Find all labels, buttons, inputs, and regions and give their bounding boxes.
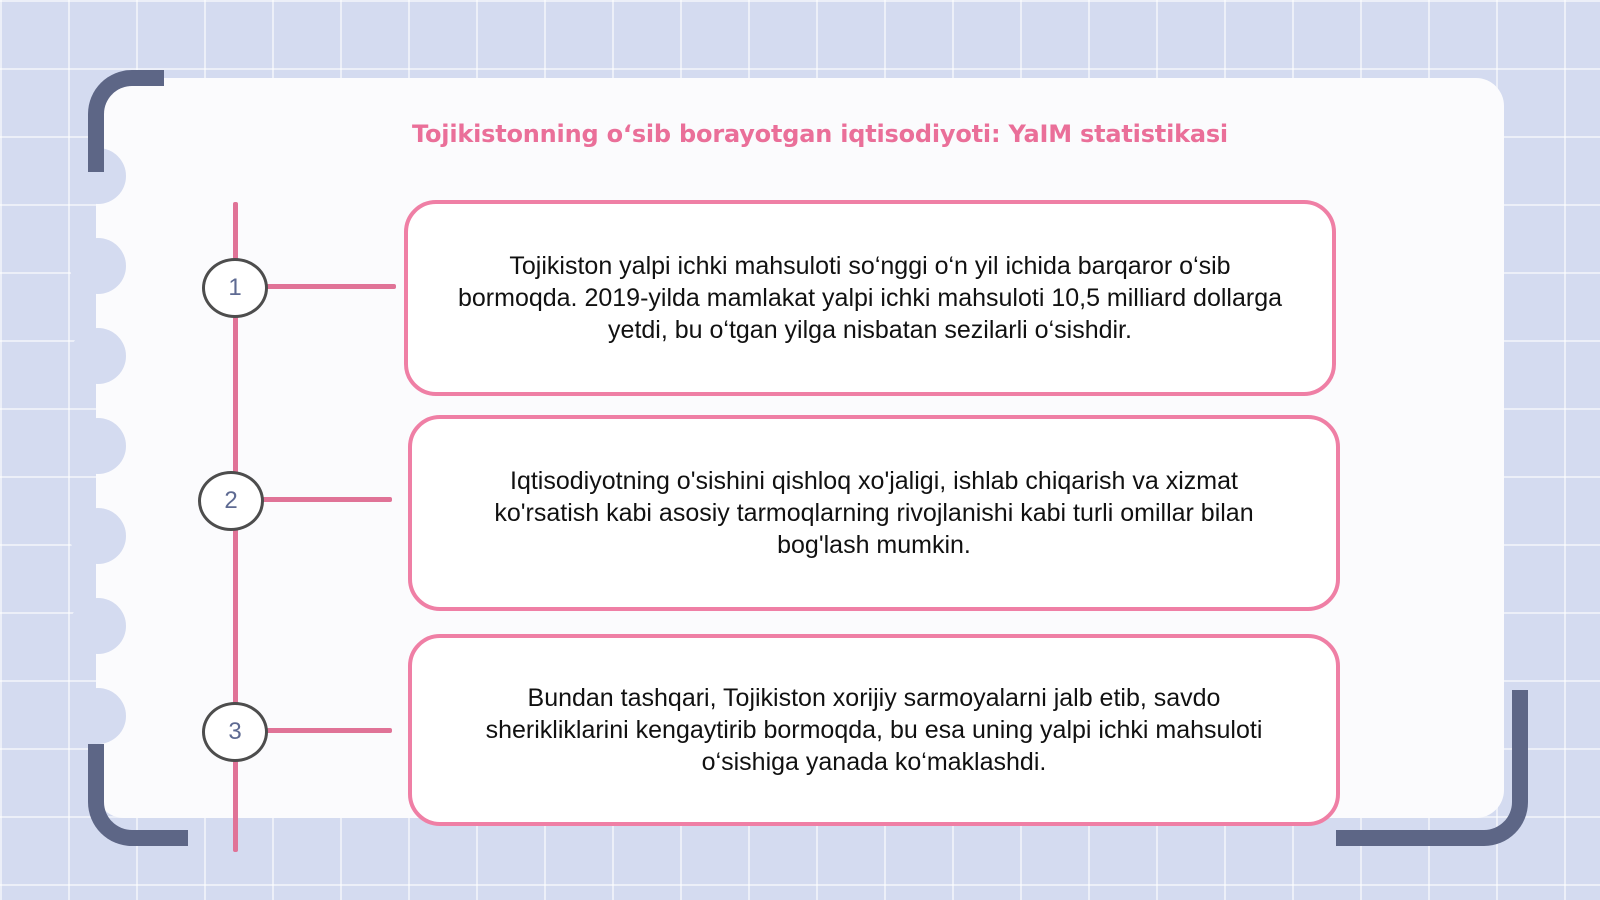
sheet-notch (70, 328, 126, 384)
sheet-notch (70, 598, 126, 654)
sheet-notch (70, 238, 126, 294)
corner-bracket-bottom-right (1336, 690, 1528, 846)
step-connector (266, 284, 396, 289)
step-number-badge: 1 (202, 258, 268, 318)
step-connector (262, 497, 392, 502)
step-card-text: Bundan tashqari, Tojikiston xorijiy sarmoyalarni jalb etib, savdo sherikliklarini kengaytirib bormoqda, bu esa uning yalpi ichki mahsuloti o‘sishiga yanada ko‘maklashdi. (485, 684, 1263, 776)
sheet-notch (70, 418, 126, 474)
slide-title: Tojikistonning o‘sib borayotgan iqtisodiyoti: YaIM statistikasi (412, 120, 1228, 148)
step-card-text: Iqtisodiyotning o'sishini qishloq xo'jaligi, ishlab chiqarish va xizmat ko'rsatish kabi asosiy tarmoqlarning rivojlanishi kabi turli omillar bilan bog'lash mumkin. (494, 467, 1254, 559)
step-card (404, 200, 1336, 396)
step-card (408, 634, 1340, 826)
step-card (408, 415, 1340, 611)
sheet-notch (70, 688, 126, 744)
step-number-badge: 2 (198, 471, 264, 531)
sheet-notch (70, 508, 126, 564)
corner-bracket-bottom-left (88, 744, 188, 846)
step-connector (266, 728, 392, 733)
step-number-badge: 3 (202, 702, 268, 762)
corner-bracket-top-left (88, 70, 164, 172)
step-card-text: Tojikiston yalpi ichki mahsuloti so‘nggi o‘n yil ichida barqaror o‘sib bormoqda. 2019-yilda mamlakat yalpi ichki mahsuloti 10,5 milliard dollarga yetdi, bu o‘tgan yilga nisbatan sezilarli o‘sishdir. (457, 252, 1282, 344)
